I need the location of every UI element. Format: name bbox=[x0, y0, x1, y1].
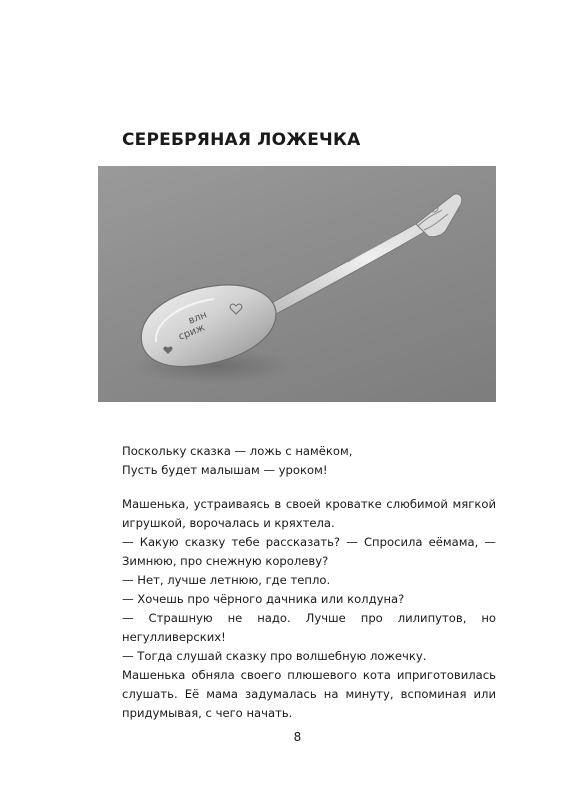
paragraph: Машенька обняла своего плюшевого кота иприготовилась слушать. Её мама задумалась на минуту, вспоминая или придумывая, с чего начать. bbox=[122, 668, 496, 720]
spoon-engraving-line2: сриж bbox=[177, 322, 207, 343]
paragraph: — Тогда слушай сказку про волшебную ложечку. bbox=[122, 649, 427, 663]
paragraph: — Нет, лучше летнюю, где тепло. bbox=[122, 573, 331, 587]
poem-line: Пусть будет малышам — уроком! bbox=[122, 463, 328, 477]
paragraph: — Страшную не надо. Лучше про лилипутов, но негулливерских! bbox=[122, 611, 496, 644]
paragraph: — Хочешь про чёрного дачника или колдуна? bbox=[122, 592, 405, 606]
poem-line: Поскольку сказка — ложь с намёком, bbox=[122, 444, 353, 458]
spoon-photo bbox=[98, 166, 496, 402]
spoon-illustration bbox=[98, 166, 496, 402]
page-number: 8 bbox=[293, 730, 302, 744]
story-text bbox=[122, 442, 496, 723]
paragraph: — Какую сказку тебе рассказать? — Спросила еёмама, — Зимнюю, про снежную королеву? bbox=[122, 535, 496, 568]
spoon-engraving-line1: влн bbox=[187, 309, 209, 327]
paragraph: Машенька, устраиваясь в своей кроватке слюбимой мягкой игрушкой, ворочалась и кряхтела. bbox=[122, 497, 496, 530]
chapter-title: СЕРЕБРЯНАЯ ЛОЖЕЧКА bbox=[122, 130, 361, 150]
